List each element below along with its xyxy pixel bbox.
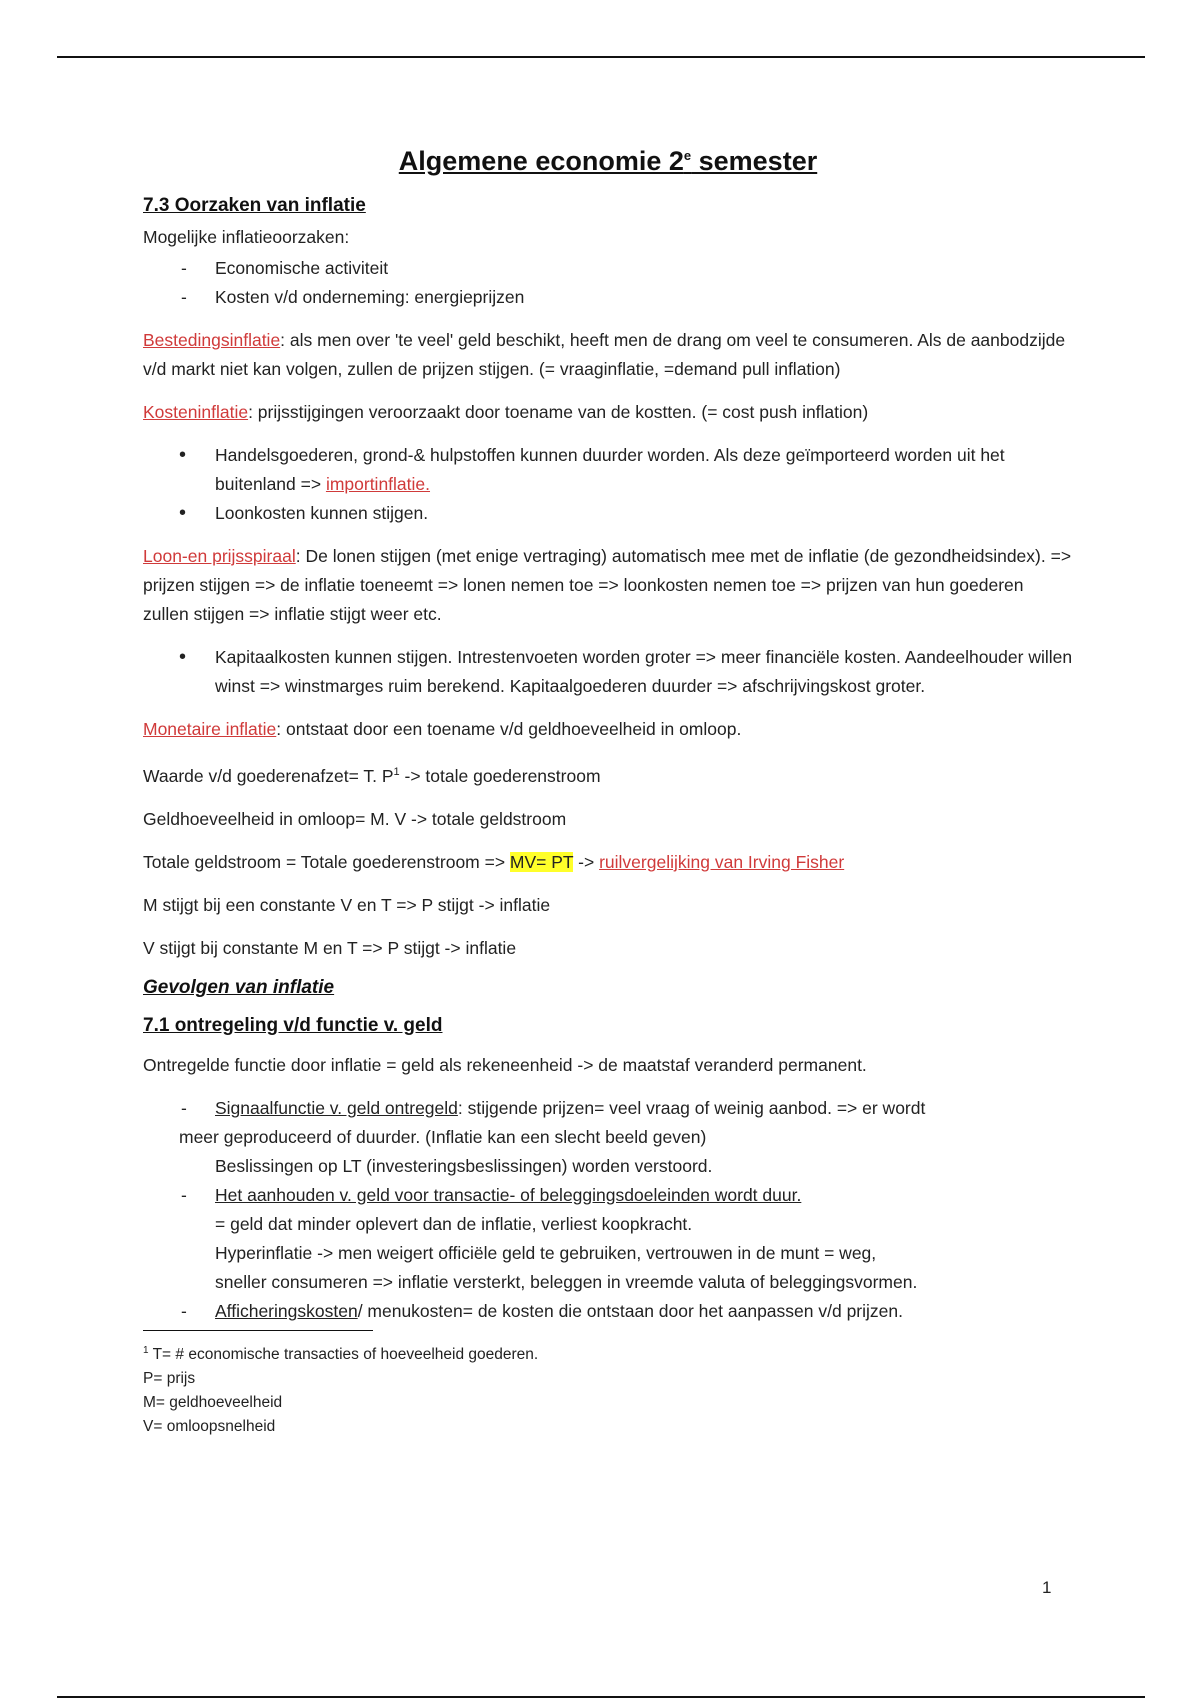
list-gevolgen-2 <box>143 1181 1073 1210</box>
term-bestedingsinflatie[interactable]: Bestedingsinflatie <box>143 330 281 350</box>
list-item: - Economische activiteit <box>143 254 1073 283</box>
list-gevolgen <box>143 1094 1073 1123</box>
footnote-line: V= omloopsnelheid <box>143 1417 276 1435</box>
formula-m-stijgt: M stijgt bij een constante V en T => P stijgt -> inflatie <box>143 894 551 915</box>
list-item: - Het aanhouden v. geld voor transactie- of beleggingsdoeleinden wordt duur. <box>143 1181 1073 1210</box>
term-irving-fisher[interactable]: ruilvergelijking van Irving Fisher <box>599 851 845 872</box>
document-title: Algemene economie 2e semester <box>398 146 818 176</box>
list-gevolgen-3 <box>143 1297 1073 1326</box>
section-heading-ontregeling: 7.1 ontregeling v/d functie v. geld <box>143 1014 443 1036</box>
list-oorzaken <box>143 254 1073 312</box>
term-kosteninflatie[interactable]: Kosteninflatie <box>143 402 249 422</box>
list-item: - Afficheringskosten/ menukosten= de kosten die ontstaan door het aanpassen v/d prijzen. <box>143 1297 1073 1326</box>
paragraph-ontregelde-functie: Ontregelde functie door inflatie = geld als rekeneenheid -> de maatstaf veranderd permanent. <box>143 1054 867 1075</box>
list-item-line: Hyperinflatie -> men weigert officiële geld te gebruiken, vertrouwen in de munt = weg, <box>215 1242 877 1263</box>
list-item-line: sneller consumeren => inflatie versterkt, beleggen in vreemde valuta of beleggingsvormen. <box>215 1271 918 1292</box>
highlight-mv-pt: MV= PT <box>509 851 574 872</box>
list-item: - Signaalfunctie v. geld ontregeld: stijgende prijzen= veel vraag of weinig aanbod. => er wordt <box>143 1094 1073 1123</box>
footnote-line: P= prijs <box>143 1369 196 1387</box>
footnote-divider <box>143 1330 373 1331</box>
footnote-ref[interactable]: 1 <box>393 766 400 778</box>
term-monetaire-inflatie[interactable]: Monetaire inflatie <box>143 719 277 739</box>
term-loon-prijsspiraal[interactable]: Loon-en prijsspiraal <box>143 546 296 566</box>
section-heading-oorzaken: 7.3 Oorzaken van inflatie <box>143 195 366 216</box>
paragraph-monetaire-inflatie: Monetaire inflatie: ontstaat door een toename v/d geldhoeveelheid in omloop. <box>143 719 742 739</box>
paragraph-loon-prijsspiraal: Loon-en prijsspiraal: De lonen stijgen (met enige vertraging) automatisch mee met de inflatie (de gezondheidsindex). => prijzen stijgen => de inflatie toeneemt => lonen nemen toe => loonkosten nemen toe => prijzen van hun goederen zullen stijgen => inflatie stijgt weer etc. <box>143 546 1072 624</box>
list-item-continuation: meer geproduceerd of duurder. (Inflatie kan een slecht beeld geven) <box>179 1126 707 1147</box>
document-page <box>143 140 1073 1439</box>
list-item-extra: Beslissingen op LT (investeringsbeslissingen) worden verstoord. <box>215 1155 713 1176</box>
formula-geld: Geldhoeveelheid in omloop= M. V -> totale geldstroom <box>143 808 567 829</box>
list-item: - Kosten v/d onderneming: energieprijzen <box>143 283 1073 312</box>
formula-totale: Totale geldstroom = Totale goederenstroom => MV= PT -> ruilvergelijking van Irving Fisher <box>143 851 845 872</box>
section-heading-gevolgen: Gevolgen van inflatie <box>143 976 335 998</box>
footnote-line: M= geldhoeveelheid <box>143 1393 283 1411</box>
list-item: • Kapitaalkosten kunnen stijgen. Intrestenvoeten worden groter => meer financiële kosten. Aandeelhouder willen winst => winstmarges ruim berekend. Kapitaalgoederen duurder => afschrijvingskost groter. <box>143 643 1073 701</box>
paragraph-bestedingsinflatie: Bestedingsinflatie: als men over 'te veel' geld beschikt, heeft men de drang om veel te consumeren. Als de aanbodzijde v/d markt niet kan volgen, zullen de prijzen stijgen. (= vraaginflatie, =demand pull inflation) <box>143 330 1066 379</box>
footer-rule <box>57 1696 1145 1698</box>
formula-waarde: Waarde v/d goederenafzet= T. $P^1$ -> totale goederenstroom <box>143 765 601 786</box>
list-item-line: = geld dat minder oplevert dan de inflatie, verliest koopkracht. <box>215 1213 693 1234</box>
list-kosten <box>143 441 1073 528</box>
list-item: • Handelsgoederen, grond-& hulpstoffen kunnen duurder worden. Als deze geïmporteerd worden uit het buitenland => importinflatie. <box>143 441 1073 499</box>
list-item: • Loonkosten kunnen stijgen. <box>143 499 1073 528</box>
paragraph-intro: Mogelijke inflatieoorzaken: <box>143 227 350 247</box>
term-importinflatie[interactable]: importinflatie. <box>325 474 431 494</box>
page-number: 1 <box>1042 1578 1052 1597</box>
footnote-line: $^1$ T= # economische transacties of hoeveelheid goederen. <box>143 1344 539 1363</box>
header-rule <box>57 56 1145 58</box>
paragraph-kosteninflatie: Kosteninflatie: prijsstijgingen veroorzaakt door toename van de kostten. (= cost push inflation) <box>143 402 869 422</box>
formula-v-stijgt: V stijgt bij constante M en T => P stijgt -> inflatie <box>143 937 517 958</box>
list-kapitaal <box>143 643 1073 701</box>
